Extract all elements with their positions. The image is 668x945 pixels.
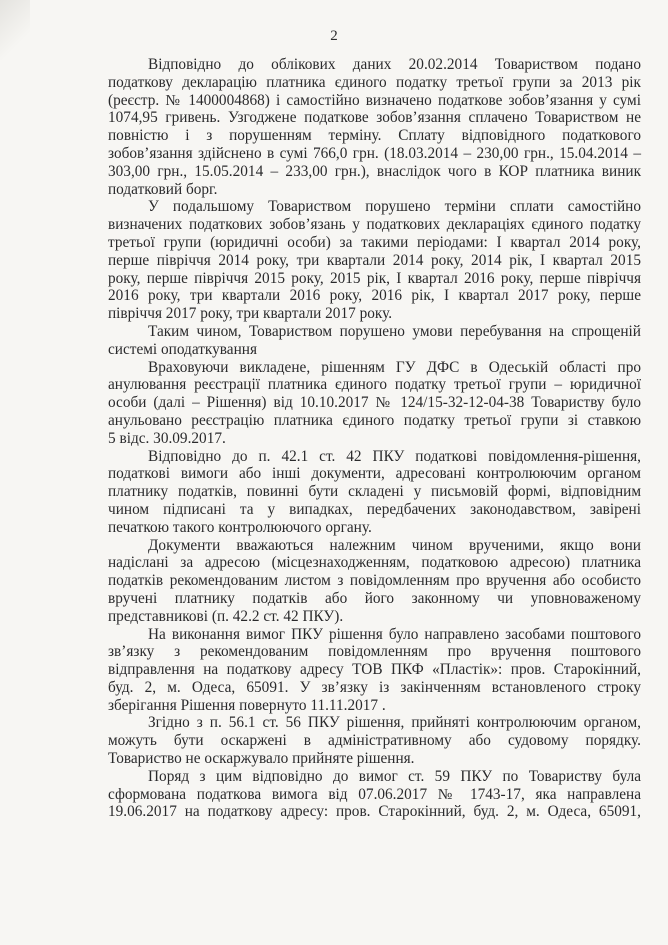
text-line: 303,00 грн., 15.05.2014 – 233,00 грн.), внаслідок чого в КОР платника виник — [108, 162, 641, 180]
text-line: повністю і з порушенням терміну. Сплату відповідного податкового — [108, 127, 641, 145]
text-line: Поряд з цим відповідно до вимог ст. 59 ПКУ по Товариству була — [148, 767, 641, 785]
paragraph — [108, 198, 641, 323]
text-line: відправлення на податкову адресу ТОВ ПКФ «Пластік»: пров. Старокінний, — [108, 661, 641, 679]
paragraph — [108, 714, 641, 767]
page-number: 2 — [330, 28, 338, 44]
text-line: 1074,95 гривень. Узгоджене податкове зобов’язання сплачено Товариством не — [108, 109, 641, 127]
text-line: чином підписані та у випадках, передбачених законодавством, завірені — [108, 500, 641, 518]
text-line: податковий борг. — [108, 180, 218, 198]
text-line: третьої групи (юридичні особи) за такими періодами: І квартал 2014 року, — [108, 233, 641, 251]
text-line: визначених податкових зобов’язань у податкових деклараціях єдиного податку — [108, 216, 641, 234]
text-line: особи (далі – Рішення) від 10.10.2017 № 124/15-32-12-04-38 Товариству було — [108, 394, 641, 412]
paragraph — [108, 359, 641, 448]
text-line: Документи вважаються належним чином врученими, якщо вони — [148, 536, 641, 554]
paragraph — [108, 323, 641, 359]
text-line: сформована податкова вимога від 07.06.2017 № 1743-17, яка направлена — [108, 785, 641, 803]
text-line: Таким чином, Товариством порушено умови перебування на спрощеній — [148, 322, 641, 340]
text-line: перше півріччя 2014 року, три квартали 2014 року, 2014 рік, І квартал 2015 — [108, 251, 641, 269]
text-line: 19.06.2017 на податкову адресу: пров. Старокінний, буд. 2, м. Одеса, 65091, — [108, 803, 641, 821]
text-line: Враховуючи викладене, рішенням ГУ ДФС в Одеській області про — [148, 358, 641, 376]
paragraph — [108, 537, 641, 626]
text-line: зберігання Рішення повернуто 11.11.2017 . — [108, 696, 386, 714]
text-line: півріччя 2017 року, три квартали 2017 року. — [108, 305, 393, 323]
text-line: надіслані за адресою (місцезнаходженням, податковою адресою) платника — [108, 554, 641, 572]
text-line: представникові (п. 42.2 ст. 42 ПКУ). — [108, 607, 344, 625]
text-line: Товариство не оскаржувало прийняте рішення. — [108, 750, 415, 768]
text-line: року, перше півріччя 2015 року, 2015 рік, І квартал 2016 року, перше півріччя — [108, 269, 641, 287]
paragraph — [108, 626, 641, 715]
text-line: Відповідно до п. 42.1 ст. 42 ПКУ податкові повідомлення-рішення, — [148, 447, 641, 465]
text-line: Відповідно до облікових даних 20.02.2014 Товариством подано — [148, 56, 641, 73]
text-line: анулювання реєстрації платника єдиного податку третьої групи – юридичної — [108, 376, 641, 394]
text-line: (реєстр. № 1400004868) і самостійно визначено податкове зобов’язання у сумі — [108, 91, 641, 109]
text-line: податкову декларацію платника єдиного податку третьої групи за 2013 рік — [108, 73, 641, 91]
document-body — [108, 56, 641, 821]
text-line: 2016 року, три квартали 2016 року, 2016 рік, І квартал 2017 року, перше — [108, 287, 641, 305]
text-line: зобов’язання здійснено в сумі 766,0 грн. (18.03.2014 – 230,00 грн., 15.04.2014 – — [108, 144, 641, 162]
text-line: буд. 2, м. Одеса, 65091. У зв’язку із закінченням встановленого строку — [108, 678, 641, 696]
text-line: зв’язку з рекомендованим повідомленням про вручення поштового — [108, 643, 641, 661]
text-line: платнику податків, повинні бути складені у письмовій формі, відповідним — [108, 483, 641, 501]
paragraph — [108, 768, 641, 821]
paragraph — [108, 448, 641, 537]
text-line: можуть бути оскаржені в адміністративному або судовому порядку. — [108, 732, 641, 750]
text-line: податкові вимоги або інші документи, адресовані контролюючим органом — [108, 465, 641, 483]
text-line: 5 відс. 30.09.2017. — [108, 429, 226, 447]
text-line: На виконання вимог ПКУ рішення було направлено засобами поштового — [148, 625, 641, 643]
text-line: У подальшому Товариством порушено терміни сплати самостійно — [148, 198, 641, 216]
text-line: анульовано реєстрацію платника єдиного податку третьої групи зі ставкою — [108, 411, 641, 429]
text-line: системі оподаткування — [108, 340, 257, 358]
paragraph — [108, 56, 641, 198]
text-line: податків рекомендованим листом з повідомленням про вручення або особисто — [108, 572, 641, 590]
text-line: Згідно з п. 56.1 ст. 56 ПКУ рішення, прийняті контролюючим органом, — [148, 714, 641, 732]
text-line: вручені платнику податків або його законному чи уповноваженому — [108, 589, 641, 607]
text-line: печаткою такого контролюючого органу. — [108, 518, 372, 536]
